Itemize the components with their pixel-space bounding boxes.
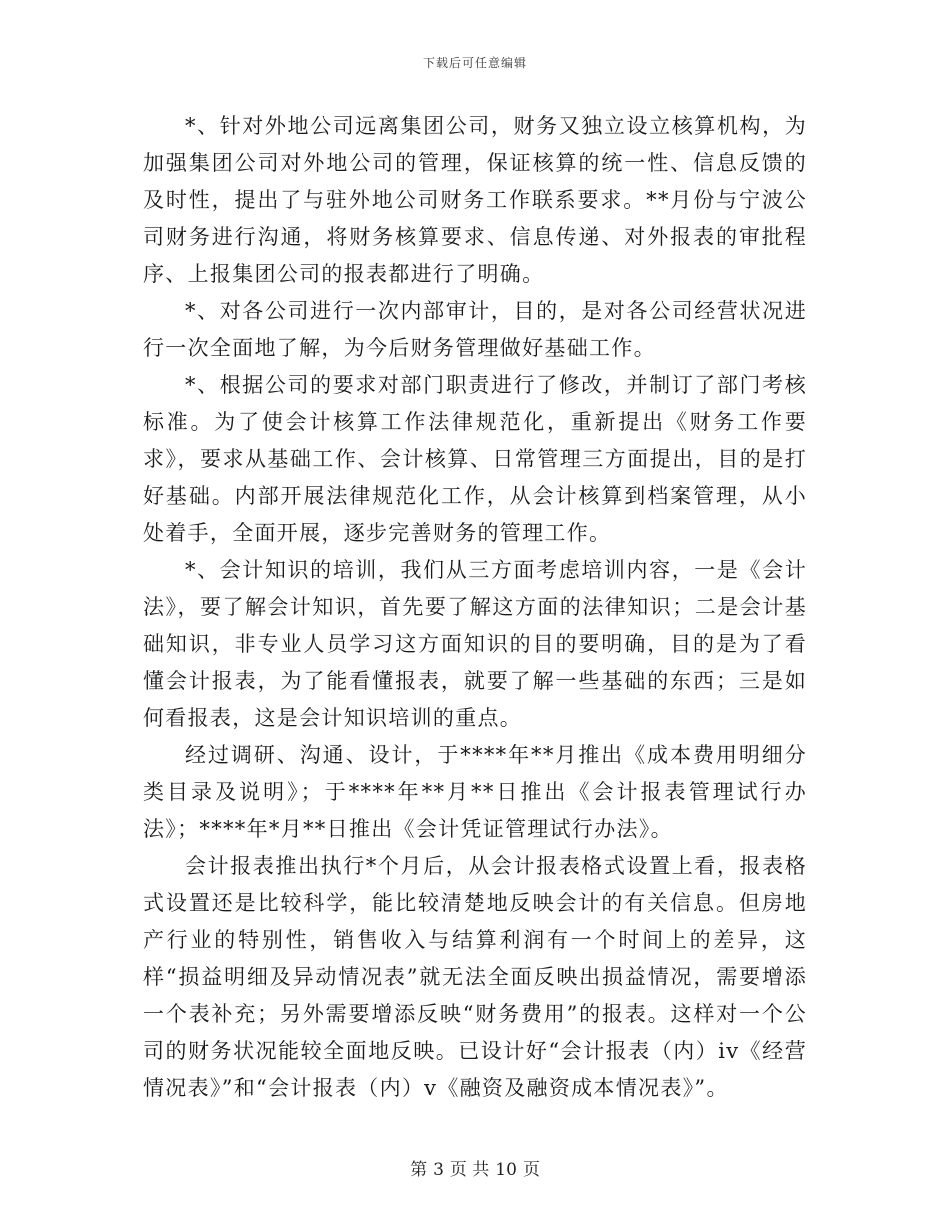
paragraph-3: *、根据公司的要求对部门职责进行了修改，并制订了部门考核标准。为了使会计核算工作法律规范化，重新提出《财务工作要求》，要求从基础工作、会计核算、日常管理三方面提出，目的是打好基础。内部开展法律规范化工作，从会计核算到档案管理，从小处着手，全面开展，逐步完善财务的管理工作。 [143, 373, 807, 545]
paragraph-5: 经过调研、沟通、设计，于****年**月推出《成本费用明细分类目录及说明》；于****年**月**日推出《会计报表管理试行办法》；****年*月**日推出《会计凭证管理试行办法》。 [143, 743, 807, 841]
footer-total-pages: 10 [495, 1160, 517, 1180]
paragraph-6: 会计报表推出执行*个月后，从会计报表格式设置上看，报表格式设置还是比较科学，能比较清楚地反映会计的有关信息。但房地产行业的特别性，销售收入与结算利润有一个时间上的差异，这样“损益明细及异动情况表”就无法全面反映出损益情况，需要增添一个表补充；另外需要增添反映“财务费用”的报表。这样对一个公司的财务状况能较全面地反映。已设计好“会计报表（内）iv《经营情况表》”和“会计报表（内）v《融资及融资成本情况表》”。 [143, 854, 807, 1100]
page-footer [0, 1155, 950, 1180]
page-header: 下载后可任意编辑 [422, 56, 527, 70]
document-body [143, 108, 807, 1107]
footer-mid: 页 共 [449, 1160, 490, 1180]
paragraph-1: *、针对外地公司远离集团公司，财务又独立设立核算机构，为加强集团公司对外地公司的管理，保证核算的统一性、信息反馈的及时性，提出了与驻外地公司财务工作联系要求。**月份与宁波公司财务进行沟通，将财务核算要求、信息传递、对外报表的审批程序、上报集团公司的报表都进行了明确。 [143, 114, 807, 286]
footer-suffix: 页 [522, 1160, 540, 1180]
footer-prefix: 第 [410, 1160, 428, 1180]
paragraph-2: *、对各公司进行一次内部审计，目的，是对各公司经营状况进行一次全面地了解，为今后财务管理做好基础工作。 [143, 299, 807, 360]
footer-page-number: 3 [433, 1160, 444, 1180]
paragraph-4: *、会计知识的培训，我们从三方面考虑培训内容，一是《会计法》，要了解会计知识，首先要了解这方面的法律知识；二是会计基础知识，非专业人员学习这方面知识的目的要明确，目的是为了看懂会计报表，为了能看懂报表，就要了解一些基础的东西；三是如何看报表，这是会计知识培训的重点。 [143, 558, 807, 730]
